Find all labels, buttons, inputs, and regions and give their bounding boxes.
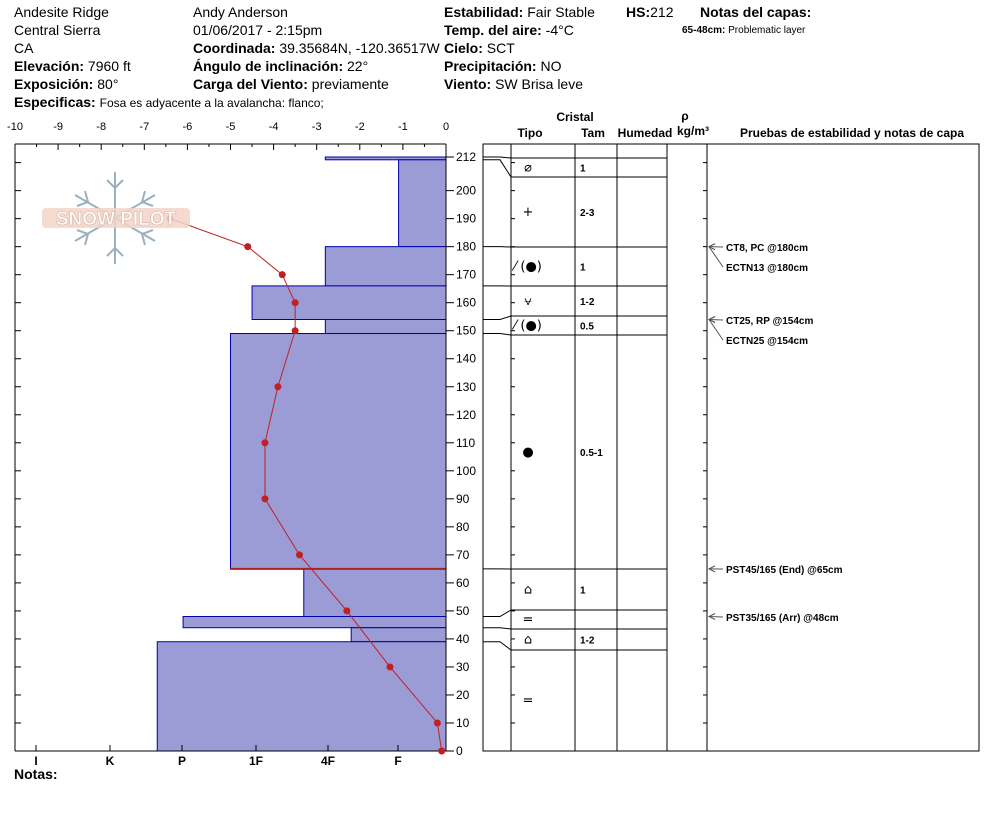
depth-tick-label: 130 xyxy=(456,379,477,394)
notes-label: Notas: xyxy=(14,766,58,782)
hardness-tick-label: F xyxy=(394,754,402,768)
depth-tick-label: 90 xyxy=(456,491,470,506)
depth-tick-label: 0 xyxy=(456,744,463,758)
crystal-type-symbol: + xyxy=(522,205,534,220)
temp-tick-label: -8 xyxy=(96,121,107,133)
crystal-type-symbol: ⁄ (●) xyxy=(514,318,542,334)
layer-notes-title: Notas del capas: xyxy=(700,4,812,20)
temp-tick-label: -7 xyxy=(139,121,150,133)
layer-note-text: Problematic layer xyxy=(728,25,806,36)
precip-value: NO xyxy=(540,58,562,74)
type-header: Tipo xyxy=(517,126,543,140)
sky-value: SCT xyxy=(486,40,515,56)
hardness-bars xyxy=(157,157,446,751)
crystal-size: 1 xyxy=(580,585,586,597)
boundary-connector xyxy=(483,628,511,629)
depth-tick-label: 190 xyxy=(456,211,477,226)
hardness-bar xyxy=(304,569,446,617)
depth-tick-label: 140 xyxy=(456,351,477,366)
hardness-bar xyxy=(231,334,447,569)
logo-text: SNOW PILOT xyxy=(55,209,177,230)
boundary-connector xyxy=(483,316,511,320)
region: Central Sierra xyxy=(14,22,101,38)
crystal-size: 1-2 xyxy=(580,297,595,308)
crystal-size: 0.5-1 xyxy=(580,448,603,459)
depth-tick-label: 40 xyxy=(456,631,470,646)
exposure-value: 80° xyxy=(97,76,119,92)
precip-label: Precipitación: xyxy=(444,58,537,74)
observer: Andy Anderson xyxy=(193,4,288,20)
hs-label: HS: xyxy=(626,4,651,20)
temp-tick-label: -2 xyxy=(354,121,365,133)
crystal-size: 0.5 xyxy=(580,321,594,333)
depth-tick-label: 170 xyxy=(456,267,477,282)
hardness-bar xyxy=(325,247,446,286)
temp-tick-label: -1 xyxy=(398,121,408,133)
hardness-bar xyxy=(183,617,446,628)
air-temp-label: Temp. del aire: xyxy=(444,22,542,38)
crystal-type-symbol: ⩝ xyxy=(524,294,532,309)
depth-tick-label: 150 xyxy=(456,323,477,338)
temp-tick-label: -9 xyxy=(53,121,63,133)
depth-tick-label: 180 xyxy=(456,239,477,254)
boundary-connector xyxy=(483,157,511,158)
air-temp-value: -4°C xyxy=(545,22,574,38)
temperature-point xyxy=(261,495,268,502)
table-frame xyxy=(483,144,979,751)
temp-tick-label: -3 xyxy=(311,121,322,133)
stability-value: Fair Stable xyxy=(527,4,595,20)
hardness-tick-label: 1F xyxy=(248,754,264,768)
depth-tick-label: 30 xyxy=(456,659,470,674)
depth-tick-label: 160 xyxy=(456,295,477,310)
sky-label: Cielo: xyxy=(444,40,483,56)
temperature-point xyxy=(296,551,303,558)
temperature-point xyxy=(244,243,251,250)
temperature-point xyxy=(386,663,393,670)
crystal-type-symbol: ⁄ (●) xyxy=(514,259,542,275)
crystal-type-symbol: ⌂ xyxy=(523,632,533,648)
depth-tick-label: 70 xyxy=(456,547,470,562)
crystal-size: 1 xyxy=(580,163,586,175)
hardness-bar xyxy=(325,320,446,334)
crystal-size: 1-2 xyxy=(580,635,595,647)
crystal-type-symbol: ⌀ xyxy=(524,160,532,176)
hardness-tick-label: K xyxy=(105,754,115,768)
hardness-tick-label: 4F xyxy=(320,754,336,768)
depth-tick-label: 20 xyxy=(456,687,470,702)
temperature-point xyxy=(261,439,268,446)
depth-tick-label: 50 xyxy=(456,603,470,618)
test-arrow xyxy=(709,320,723,340)
layer-table xyxy=(483,109,979,751)
state: CA xyxy=(14,40,34,56)
depth-tick-label: 110 xyxy=(456,435,476,450)
datetime: 01/06/2017 - 2:15pm xyxy=(193,22,323,38)
test-label: CT25, RP @154cm xyxy=(726,316,814,327)
wind-load-label: Carga del Viento: xyxy=(193,76,308,92)
crystal-type-symbol: = xyxy=(522,612,534,628)
hardness-bar xyxy=(157,642,446,751)
location: Andesite Ridge xyxy=(14,4,109,20)
temperature-point xyxy=(434,719,441,726)
specifics-value: Fosa es adyacente a la avalancha: flanco; xyxy=(99,96,324,110)
stability-label: Estabilidad: xyxy=(444,4,524,20)
test-label: ECTN13 @180cm xyxy=(726,263,809,274)
hs-value: 212 xyxy=(650,4,674,20)
temp-tick-label: -4 xyxy=(268,121,279,133)
temperature-point xyxy=(292,327,299,334)
temperature-point xyxy=(292,299,299,306)
crystal-type-symbol: ● xyxy=(522,445,534,460)
boundary-connector xyxy=(483,160,511,177)
elevation-label: Elevación: xyxy=(14,58,85,74)
temperature-point xyxy=(274,383,281,390)
wind-value: SW Brisa leve xyxy=(495,76,584,92)
temp-tick-label: 0 xyxy=(442,121,450,133)
depth-tick-label: 80 xyxy=(456,519,470,534)
crystal-type-symbol: = xyxy=(522,693,534,709)
density-symbol: ρ xyxy=(681,109,689,123)
crystal-size: 1 xyxy=(580,262,586,274)
slope-value: 22° xyxy=(347,58,369,74)
hardness-tick-label: I xyxy=(34,754,38,768)
temp-tick-label: -5 xyxy=(225,121,236,133)
depth-tick-label: 100 xyxy=(456,463,477,478)
crystal-size: 2-3 xyxy=(580,208,595,219)
density-unit: kg/m³ xyxy=(676,124,710,138)
coord-value: 39.35684N, -120.36517W xyxy=(279,40,440,56)
test-label: CT8, PC @180cm xyxy=(726,243,809,254)
moisture-header: Humedad xyxy=(617,126,673,140)
elevation-value: 7960 ft xyxy=(87,58,131,74)
hardness-tick-label: P xyxy=(177,754,187,768)
test-label: PST35/165 (Arr) @48cm xyxy=(726,613,839,624)
slope-label: Ángulo de inclinación: xyxy=(193,58,344,74)
snowpilot-logo xyxy=(42,172,190,264)
size-header: Tam xyxy=(581,126,605,140)
crystal-header: Cristal xyxy=(556,110,594,124)
tests-header: Pruebas de estabilidad y notas de capa xyxy=(739,126,965,140)
boundary-connector xyxy=(483,610,511,617)
temperature-point xyxy=(343,607,350,614)
depth-tick-label: 10 xyxy=(456,715,470,730)
wind-label: Viento: xyxy=(444,76,492,92)
boundary-connector xyxy=(483,642,511,650)
boundary-connector xyxy=(483,334,511,335)
crystal-type-symbol: ⌂ xyxy=(523,582,533,598)
hardness-bar xyxy=(399,160,446,247)
test-label: ECTN25 @154cm xyxy=(726,336,809,347)
hardness-bar xyxy=(252,286,446,320)
test-arrow xyxy=(709,247,723,267)
depth-tick-label: 60 xyxy=(456,575,470,590)
wind-load-value: previamente xyxy=(311,76,389,92)
temperature-point xyxy=(438,748,445,755)
temp-tick-label: -10 xyxy=(7,121,23,133)
depth-tick-label: 120 xyxy=(456,407,477,422)
specifics-label: Especificas: xyxy=(14,94,96,110)
layer-note-range: 65-48cm: xyxy=(682,25,726,36)
temp-tick-label: -6 xyxy=(182,121,193,133)
coord-label: Coordinada: xyxy=(193,40,276,56)
depth-tick-label: 200 xyxy=(456,183,477,198)
depth-tick-label: 212 xyxy=(456,150,477,164)
temperature-point xyxy=(279,271,286,278)
exposure-label: Exposición: xyxy=(14,76,94,92)
test-label: PST45/165 (End) @65cm xyxy=(726,565,843,576)
